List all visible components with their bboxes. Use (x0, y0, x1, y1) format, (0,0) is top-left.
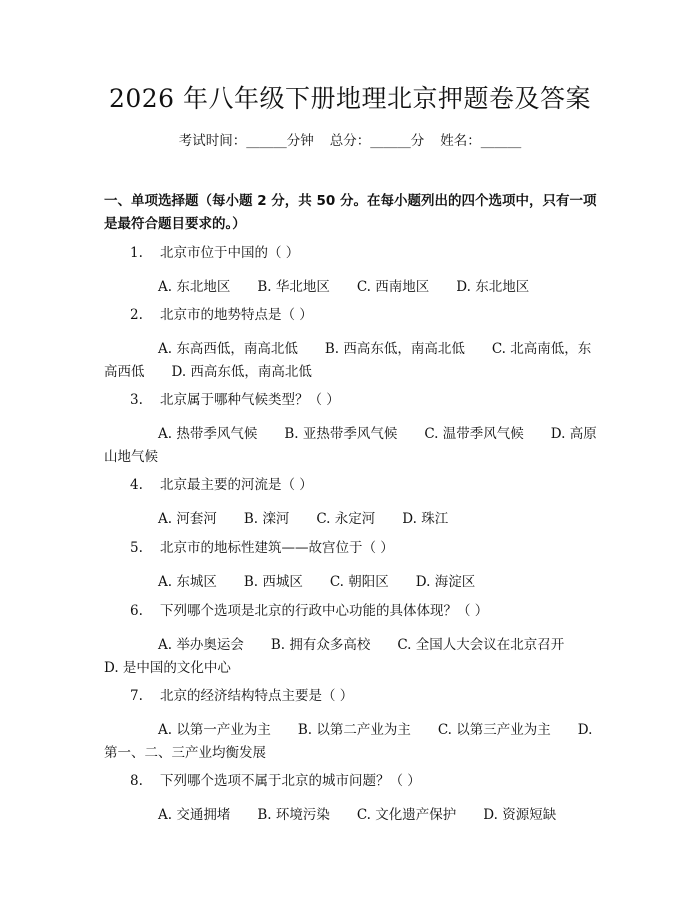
section-heading: 一、单项选择题（每小题 2 分，共 50 分。在每小题列出的四个选项中，只有一项是最符合题目要求的。） (104, 193, 597, 232)
question-8 (104, 770, 604, 827)
question-options: A. 交通拥堵 B. 环境污染 C. 文化遗产保护 D. 资源短缺 (158, 807, 557, 823)
question-options: A. 东北地区 B. 华北地区 C. 西南地区 D. 东北地区 (158, 279, 530, 295)
question-number: 7. (130, 688, 143, 704)
question-options: A. 以第一产业为主 B. 以第二产业为主 C. 以第三产业为主 D. 第一、二、三产业均衡发展 (104, 722, 597, 761)
page-title: 2026 年八年级下册地理北京押题卷及答案 (108, 84, 592, 113)
exam-info-line (0, 131, 700, 151)
total-score-field: 总分：______分 (329, 133, 425, 149)
question-stem: 北京市的地标性建筑——故宫位于（ ） (160, 540, 394, 556)
question-number: 4. (130, 477, 143, 493)
question-options: A. 热带季风气候 B. 亚热带季风气候 C. 温带季风气候 D. 高原山地气候 (104, 426, 597, 465)
question-stem: 下列哪个选项不属于北京的城市问题？（ ） (160, 773, 421, 789)
question-3 (104, 389, 604, 469)
question-7 (104, 685, 604, 765)
question-number: 1. (130, 245, 143, 261)
student-name-field: 姓名：______ (440, 133, 522, 149)
question-options: A. 东城区 B. 西城区 C. 朝阳区 D. 海淀区 (158, 574, 476, 590)
question-options: A. 东高西低，南高北低 B. 西高东低，南高北低 C. 北高南低，东高西低 D. 西高东低，南高北低 (104, 341, 592, 380)
question-stem: 北京市位于中国的（ ） (160, 245, 300, 261)
question-5 (104, 537, 604, 594)
question-number: 3. (130, 392, 143, 408)
question-number: 2. (130, 307, 143, 323)
question-number: 6. (130, 603, 143, 619)
question-stem: 下列哪个选项是北京的行政中心功能的具体体现？（ ） (160, 603, 489, 619)
question-6 (104, 600, 604, 680)
question-4 (104, 474, 604, 531)
question-1 (104, 242, 604, 299)
question-stem: 北京最主要的河流是（ ） (160, 477, 313, 493)
question-stem: 北京的经济结构特点主要是（ ） (160, 688, 354, 704)
question-number: 8. (130, 773, 143, 789)
question-stem: 北京属于哪种气候类型？（ ） (160, 392, 340, 408)
question-options: A. 河套河 B. 滦河 C. 永定河 D. 珠江 (158, 511, 449, 527)
exam-time-field: 考试时间：______分钟 (178, 133, 314, 149)
question-options: A. 举办奥运会 B. 拥有众多高校 C. 全国人大会议在北京召开 D. 是中国的文化中心 (104, 637, 592, 676)
question-number: 5. (130, 540, 143, 556)
question-stem: 北京市的地势特点是（ ） (160, 307, 313, 323)
question-2 (104, 304, 604, 384)
